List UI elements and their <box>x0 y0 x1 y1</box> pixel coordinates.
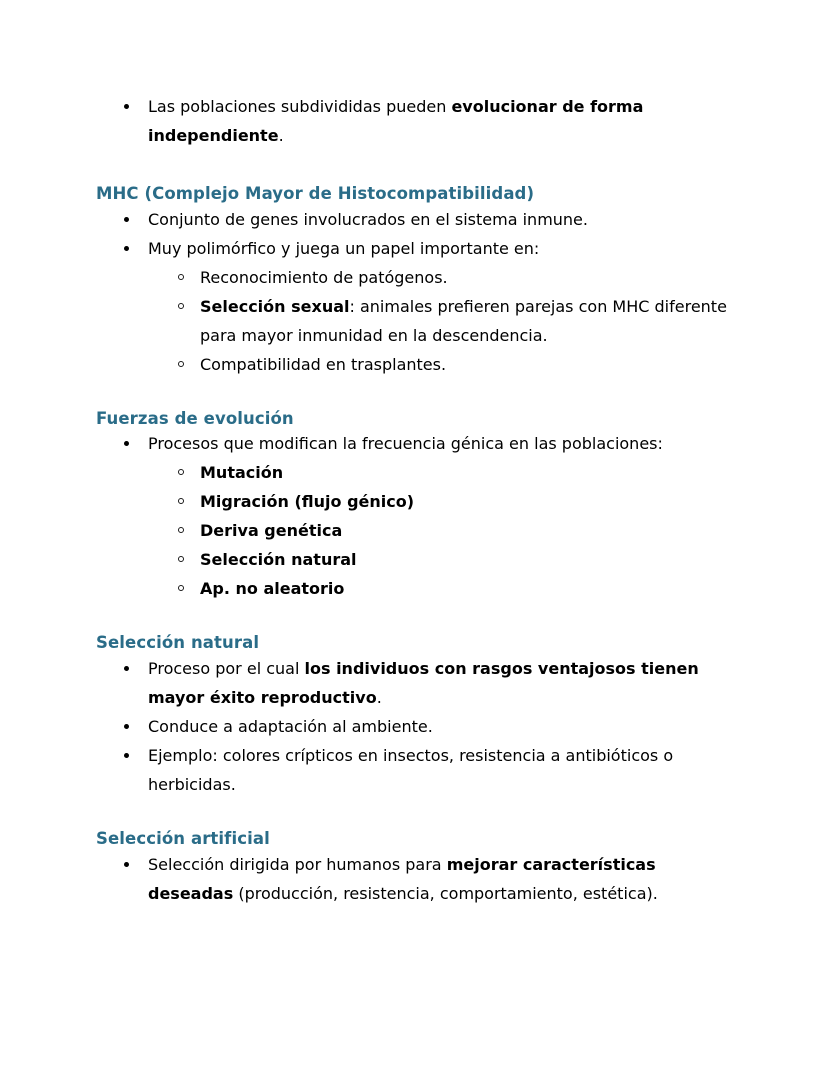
bullet-text-pre: Conduce a adaptación al ambiente. <box>148 716 433 736</box>
subitem-bold: Ap. no aleatorio <box>200 579 345 599</box>
list-item <box>96 487 736 516</box>
list-item: Procesos que modifican la frecuencia génica en las poblaciones: <box>96 429 736 458</box>
list-item <box>96 263 736 292</box>
section-heading-seleccion-natural: Selección natural <box>96 633 260 653</box>
list-item <box>96 350 736 379</box>
bullet-text-post: (producción, resistencia, comportamiento, estética). <box>233 883 658 903</box>
section-heading-fuerzas-de-evolucion: Fuerzas de evolución <box>96 408 294 428</box>
list-item <box>96 654 736 712</box>
mhc-bullet-list <box>96 205 736 263</box>
seleccion-natural-bullet-list <box>96 654 736 799</box>
list-item <box>96 850 736 908</box>
intro-text-tail: . <box>278 126 284 145</box>
subitem-bold: Selección natural <box>200 550 357 570</box>
subitem-text: Compatibilidad en trasplantes. <box>200 354 447 374</box>
list-item <box>96 712 736 741</box>
bullet-text-bold: los individuos con rasgos ventajosos tienen mayor éxito reproductivo <box>148 658 699 707</box>
intro-text-regular: Las poblaciones subdivididas pueden <box>148 97 452 116</box>
list-item: Conjunto de genes involucrados en el sistema inmune. <box>96 205 736 234</box>
subitem-bold: Mutación <box>200 463 284 483</box>
fuerzas-sub-list <box>96 458 736 603</box>
subitem-text: : animales prefieren parejas con MHC diferente para mayor inmunidad en la descendencia. <box>200 296 727 345</box>
bullet-text-pre: Proceso por el cual <box>148 658 305 678</box>
bullet-text-pre: Selección dirigida por humanos para <box>148 854 447 874</box>
bullet-text-pre: Ejemplo: colores crípticos en insectos, resistencia a antibióticos o herbicidas. <box>148 745 674 794</box>
list-item <box>96 516 736 545</box>
seleccion-artificial-bullet-list <box>96 850 736 908</box>
mhc-sub-list <box>96 263 736 379</box>
list-item: Muy polimórfico y juega un papel importante en: <box>96 234 736 263</box>
subitem-bold: Deriva genética <box>200 521 343 541</box>
section-heading-seleccion-artificial: Selección artificial <box>96 828 270 848</box>
subitem-bold: Migración (flujo génico) <box>200 492 415 512</box>
bullet-text-post: . <box>376 687 382 707</box>
list-item <box>96 741 736 799</box>
list-item <box>96 458 736 487</box>
bullet-text-bold: mejorar características deseadas <box>148 854 656 903</box>
section-heading-mhc: MHC (Complejo Mayor de Histocompatibilidad) <box>96 184 535 203</box>
subitem-bold: Selección sexual <box>200 296 350 316</box>
list-item <box>96 574 736 603</box>
intro-text-bold: evolucionar de forma independiente <box>148 97 644 145</box>
list-item <box>96 92 736 150</box>
fuerzas-bullet-list <box>96 429 736 458</box>
intro-bullet-list <box>96 92 736 150</box>
subitem-text: Reconocimiento de patógenos. <box>200 267 448 287</box>
list-item <box>96 292 736 350</box>
list-item <box>96 545 736 574</box>
document-content <box>96 92 736 908</box>
